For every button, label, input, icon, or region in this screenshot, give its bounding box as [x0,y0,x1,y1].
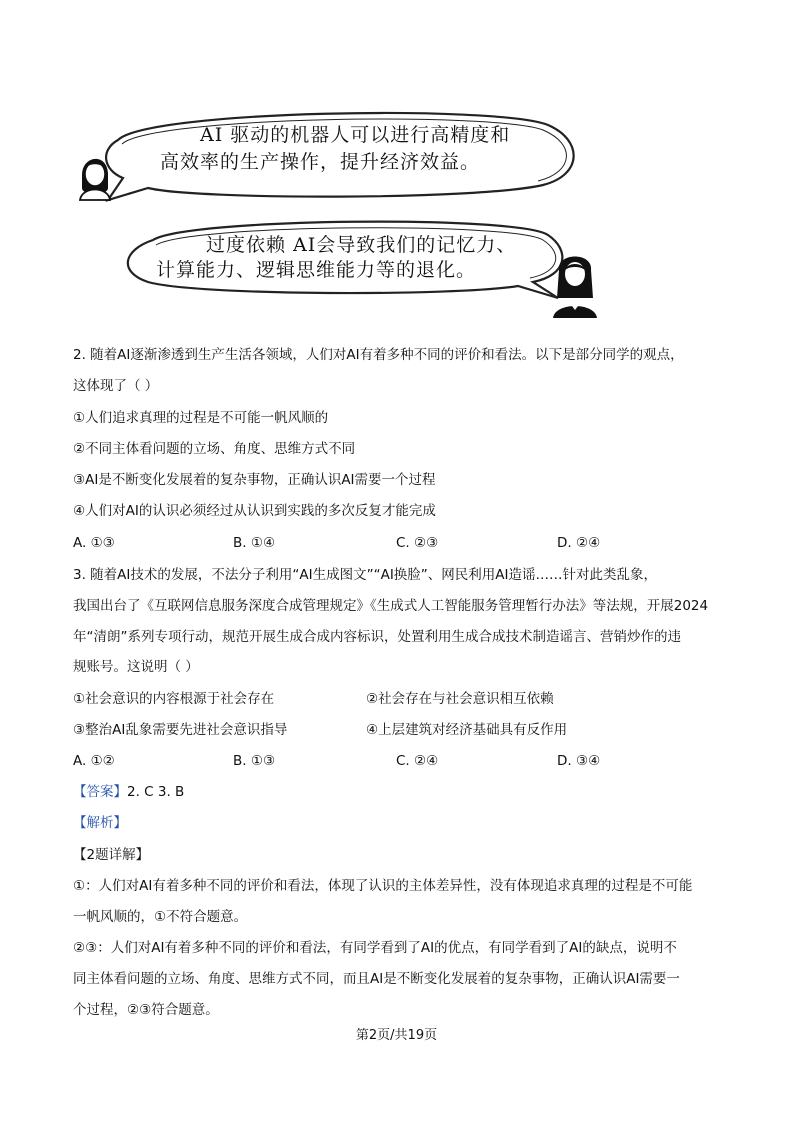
analysis-p1-line2: 一帆风顺的，①不符合题意。 [73,909,248,925]
q2-item-1: ①人们追求真理的过程是不可能一帆风顺的 [73,410,329,426]
answer-text: 2. C 3. B [127,784,185,800]
boy-avatar-icon [80,159,110,200]
q3-item-1: ①社会意识的内容根源于社会存在 [73,691,275,707]
bubble2-line1: 过度依赖 AI会导致我们的记忆力、 [206,234,517,256]
analysis-p2-line1: ②③：人们对AI有着多种不同的评价和看法，有同学看到了AI的优点，有同学看到了AI的缺点，说明不 [73,940,677,956]
q3-option-c: C. ②④ [396,753,439,769]
q3-option-a: A. ①② [73,753,115,769]
q2-stem-line1: 2. 随着AI逐渐渗透到生产生活各领域，人们对AI有着多种不同的评价和看法。以下是部分同学的观点， [73,347,684,363]
q3-item-4: ④上层建筑对经济基础具有反作用 [366,722,568,738]
q2-item-3: ③AI是不断变化发展着的复杂事物，正确认识AI需要一个过程 [73,472,436,488]
q3-option-d: D. ③④ [557,753,601,769]
q3-stem-line4: 规账号。这说明（ ） [73,659,199,675]
girl-avatar-icon [553,257,597,319]
q3-stem-line1: 3. 随着AI技术的发展，不法分子利用“AI生成图文”“AI换脸”、网民利用AI造谣……针对此类乱象， [73,567,658,583]
q2-item-2: ②不同主体看问题的立场、角度、思维方式不同 [73,441,356,457]
q2-option-d: D. ②④ [557,535,601,551]
page-number: 第2页/共19页 [355,1028,438,1043]
q3-item-2: ②社会存在与社会意识相互依赖 [366,691,554,707]
q2-stem-line2: 这体现了（ ） [73,378,159,394]
bubble1-line1: AI 驱动的机器人可以进行高精度和 [200,124,511,146]
q2-item-4: ④人们对AI的认识必须经过从认识到实践的多次反复才能完成 [73,503,436,519]
analysis-p1-line1: ①：人们对AI有着多种不同的评价和看法，体现了认识的主体差异性，没有体现追求真理的过程是不可能 [73,878,693,894]
speech-bubble-illustration [78,100,618,325]
answer-label: 【答案】 [73,784,127,800]
q3-stem-line3: 年“清朗”系列专项行动，规范开展生成合成内容标识，处置利用生成合成技术制造谣言、营销炒作的违 [73,629,681,645]
q2-option-c: C. ②③ [396,535,439,551]
answer-line [73,782,184,802]
detail-heading: 【2题详解】 [73,847,150,863]
analysis-p2-line2: 同主体看问题的立场、角度、思维方式不同，而且AI是不断变化发展着的复杂事物，正确认识AI需要一 [73,971,680,987]
q2-option-b: B. ①④ [233,535,276,551]
q2-option-a: A. ①③ [73,535,115,551]
bubble2-line2: 计算能力、逻辑思维能力等的退化。 [156,259,477,281]
analysis-p2-line3: 个过程，②③符合题意。 [73,1002,219,1018]
q3-stem-line2: 我国出台了《互联网信息服务深度合成管理规定》《生成式人工智能服务管理暂行办法》等法规，开展2024 [73,598,709,614]
q3-item-3: ③整治AI乱象需要先进社会意识指导 [73,722,288,738]
q3-option-b: B. ①③ [233,753,276,769]
analysis-label: 【解析】 [73,815,127,831]
bubble1-line2: 高效率的生产操作，提升经济效益。 [160,151,481,173]
